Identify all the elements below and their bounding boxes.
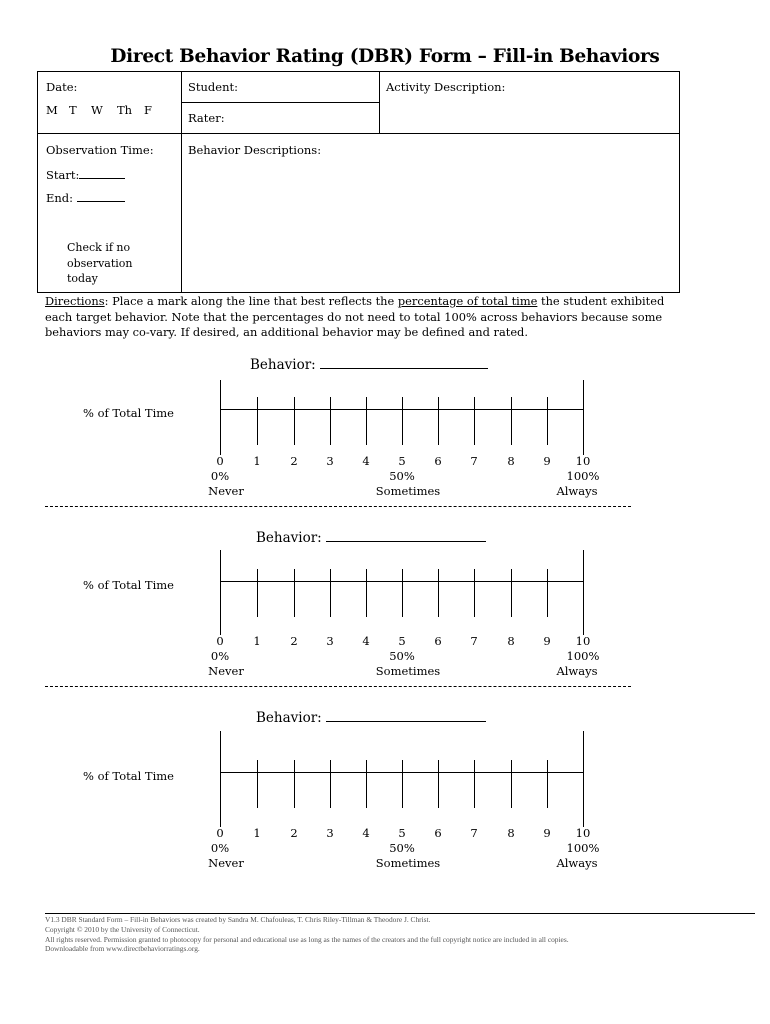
scale-tick xyxy=(402,569,403,617)
scale-tick xyxy=(220,380,221,455)
percent-label: 0% xyxy=(210,649,230,663)
student-label: Student: xyxy=(188,80,238,94)
start-label: Start: xyxy=(46,168,80,182)
scale-tick xyxy=(583,550,584,635)
end-blank[interactable] xyxy=(77,189,125,202)
tick-label: 8 xyxy=(507,634,515,648)
scale-tick xyxy=(257,760,258,808)
directions-emphasis: percentage of total time xyxy=(397,294,538,308)
tick-label: 1 xyxy=(253,826,261,840)
anchor-label: Never xyxy=(208,484,244,498)
tick-label: 8 xyxy=(507,454,515,468)
scale-tick xyxy=(257,569,258,617)
tick-label: 3 xyxy=(326,454,334,468)
tick-label: 5 xyxy=(398,634,406,648)
tick-label: 10 xyxy=(575,826,591,840)
directions xyxy=(45,294,685,341)
end-field[interactable] xyxy=(46,189,125,205)
percent-total-time-label: % of Total Time xyxy=(83,406,174,420)
scale-tick xyxy=(583,380,584,455)
section-divider xyxy=(45,506,631,507)
day-option-friday[interactable]: F xyxy=(144,103,152,117)
scale-tick xyxy=(330,760,331,808)
scale-tick xyxy=(474,569,475,617)
scale-tick xyxy=(366,397,367,445)
scale-tick xyxy=(330,569,331,617)
tick-label: 10 xyxy=(575,634,591,648)
tick-label: 6 xyxy=(434,634,442,648)
tick-label: 9 xyxy=(543,634,551,648)
percent-label: 100% xyxy=(566,469,600,483)
anchor-label: Always xyxy=(556,664,598,678)
tick-label: 6 xyxy=(434,826,442,840)
tick-label: 4 xyxy=(362,454,370,468)
anchor-label: Sometimes xyxy=(375,484,441,498)
percent-label: 100% xyxy=(566,841,600,855)
date-label: Date: xyxy=(46,80,78,94)
tick-label: 2 xyxy=(290,634,298,648)
scale-tick xyxy=(583,731,584,827)
anchor-label: Sometimes xyxy=(375,664,441,678)
start-field[interactable] xyxy=(46,166,125,182)
behavior-blank[interactable] xyxy=(326,709,486,722)
percent-total-time-label: % of Total Time xyxy=(83,769,174,783)
scale-tick xyxy=(438,760,439,808)
footer-line: V1.3 DBR Standard Form – Fill-in Behaviors was created by Sandra M. Chafouleas, T. Chris Riley-Tillman & Theodore J. Christ. xyxy=(45,915,431,924)
anchor-label: Never xyxy=(208,664,244,678)
footer-line: All rights reserved. Permission granted to photocopy for personal and educational use as long as the names of the creators and the full copyright notice are included in all copies. xyxy=(45,934,569,944)
scale-tick xyxy=(257,397,258,445)
anchor-label: Always xyxy=(556,484,598,498)
scale-tick xyxy=(547,397,548,445)
scale-tick xyxy=(366,569,367,617)
scale-tick xyxy=(511,397,512,445)
tick-label: 3 xyxy=(326,634,334,648)
percent-label: 0% xyxy=(210,841,230,855)
tick-label: 1 xyxy=(253,454,261,468)
check-label-line: Check if no xyxy=(67,241,131,254)
directions-text: the student exhibited each target behavior. Note that the percentages do not need to total 100% across behaviors because some behaviors may co-vary. If desired, an additional behavior may be defined and rated. xyxy=(45,294,665,339)
percent-label: 0% xyxy=(210,469,230,483)
anchor-label: Sometimes xyxy=(375,856,441,870)
tick-label: 0 xyxy=(216,454,224,468)
behavior-blank[interactable] xyxy=(320,356,488,369)
check-label-line: today xyxy=(67,272,98,285)
day-option-tuesday[interactable]: T xyxy=(69,103,77,117)
scale-tick xyxy=(438,569,439,617)
tick-label: 0 xyxy=(216,826,224,840)
anchor-label: Never xyxy=(208,856,244,870)
anchor-label: Always xyxy=(556,856,598,870)
no-observation-checkbox[interactable] xyxy=(67,240,133,287)
behavior-field[interactable] xyxy=(250,356,488,373)
footer-line: Downloadable from www.directbehaviorratings.org. xyxy=(45,944,200,954)
scale-tick xyxy=(294,397,295,445)
observation-time-label: Observation Time: xyxy=(46,143,154,157)
check-label-line: observation xyxy=(67,256,133,270)
tick-label: 9 xyxy=(543,454,551,468)
day-option-thursday[interactable]: Th xyxy=(117,103,133,117)
tick-label: 8 xyxy=(507,826,515,840)
scale-tick xyxy=(547,760,548,808)
behavior-field[interactable] xyxy=(256,529,486,546)
behavior-field[interactable] xyxy=(256,709,486,726)
tick-label: 5 xyxy=(398,826,406,840)
tick-label: 7 xyxy=(470,454,478,468)
behavior-descriptions-label: Behavior Descriptions: xyxy=(188,143,322,157)
scale-tick xyxy=(294,760,295,808)
tick-label: 5 xyxy=(398,454,406,468)
tick-label: 2 xyxy=(290,454,298,468)
day-option-wednesday[interactable]: W xyxy=(91,103,103,117)
tick-label: 4 xyxy=(362,634,370,648)
section-divider xyxy=(45,686,631,687)
copyright-footer xyxy=(45,915,745,954)
scale-tick xyxy=(474,397,475,445)
directions-text: : Place a mark along the line that best reflects the xyxy=(104,294,398,308)
form-title: Direct Behavior Rating (DBR) Form – Fill-in Behaviors xyxy=(110,46,660,67)
day-option-monday[interactable]: M xyxy=(46,103,58,117)
activity-description-label: Activity Description: xyxy=(386,80,506,94)
percent-label: 50% xyxy=(389,841,415,855)
tick-label: 10 xyxy=(575,454,591,468)
directions-label: Directions xyxy=(45,294,105,308)
percent-label: 50% xyxy=(389,469,415,483)
scale-tick xyxy=(547,569,548,617)
percent-label: 50% xyxy=(389,649,415,663)
behavior-label: Behavior: xyxy=(256,530,322,546)
tick-label: 9 xyxy=(543,826,551,840)
scale-tick xyxy=(511,760,512,808)
scale-tick xyxy=(330,397,331,445)
scale-tick xyxy=(474,760,475,808)
tick-label: 7 xyxy=(470,634,478,648)
tick-label: 4 xyxy=(362,826,370,840)
behavior-label: Behavior: xyxy=(250,357,316,373)
rater-label: Rater: xyxy=(188,111,225,125)
tick-label: 7 xyxy=(470,826,478,840)
scale-tick xyxy=(438,397,439,445)
tick-label: 0 xyxy=(216,634,224,648)
behavior-blank[interactable] xyxy=(326,529,486,542)
tick-label: 1 xyxy=(253,634,261,648)
scale-tick xyxy=(294,569,295,617)
behavior-label: Behavior: xyxy=(256,710,322,726)
start-blank[interactable] xyxy=(79,166,125,179)
tick-label: 3 xyxy=(326,826,334,840)
scale-tick xyxy=(366,760,367,808)
footer-line: Copyright © 2010 by the University of Connecticut. xyxy=(45,924,200,934)
footer-rule xyxy=(45,913,755,914)
end-label: End: xyxy=(46,191,74,205)
scale-tick xyxy=(220,550,221,635)
scale-tick xyxy=(402,397,403,445)
scale-tick xyxy=(511,569,512,617)
tick-label: 6 xyxy=(434,454,442,468)
scale-tick xyxy=(402,760,403,808)
percent-label: 100% xyxy=(566,649,600,663)
tick-label: 2 xyxy=(290,826,298,840)
scale-tick xyxy=(220,731,221,827)
percent-total-time-label: % of Total Time xyxy=(83,578,174,592)
